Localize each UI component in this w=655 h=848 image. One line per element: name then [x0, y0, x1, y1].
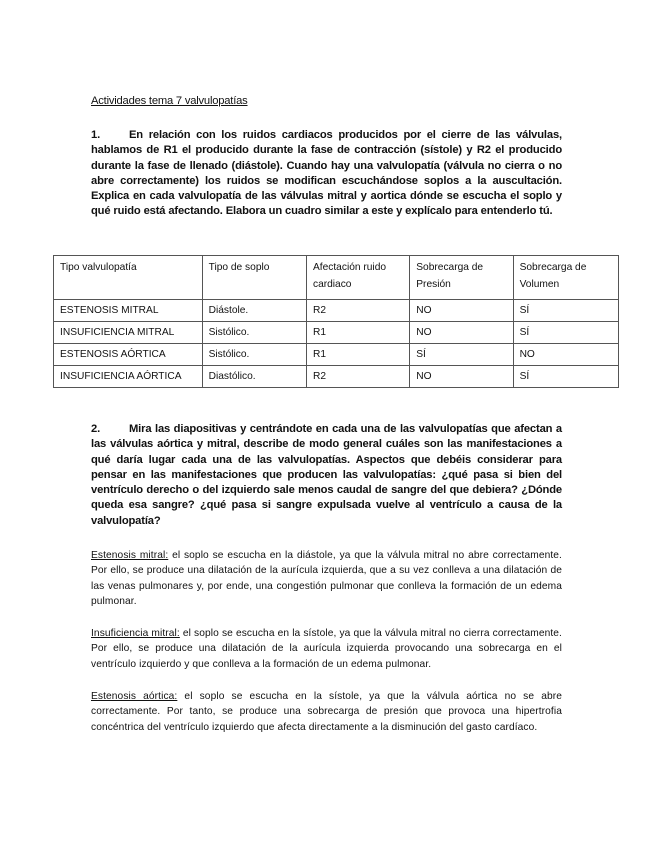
- table-row: [54, 366, 619, 388]
- question-1-number: 1.: [91, 129, 101, 141]
- table-cell: SÍ: [410, 344, 513, 366]
- answer-text: el soplo se escucha en la diástole, ya que la válvula mitral no abre correctamente. Por ello, se produce una dilatación de la aurícula izquierda, que a su vez conlleva a una dilatación de las venas pulmonares y, por ende, una congestión pulmonar que conlleva la formación de un edema pulmonar.: [91, 550, 562, 607]
- answer-text: el soplo se escucha en la sístole, ya que la válvula aórtica no se abre correctamente. Por tanto, se produce una sobrecarga de presión que provoca una hipertrofia concéntrica del ventrículo izquierdo que afecta directamente a la disminución del gasto cardíaco.: [91, 691, 562, 733]
- table-cell: Sistólico.: [202, 344, 306, 366]
- table-cell: R2: [306, 366, 409, 388]
- table-cell: R1: [306, 344, 409, 366]
- question-1: [91, 128, 562, 220]
- table-cell: ESTENOSIS AÓRTICA: [54, 344, 203, 366]
- table-cell: SÍ: [513, 300, 618, 322]
- table-cell: NO: [410, 366, 513, 388]
- table-header-cell: Tipo de soplo: [202, 256, 306, 300]
- table-cell: INSUFICIENCIA MITRAL: [54, 322, 203, 344]
- table-row: [54, 344, 619, 366]
- table-header-cell: Sobrecarga de Presión: [410, 256, 513, 300]
- answer-label: Estenosis mitral:: [91, 550, 169, 561]
- answer-insuficiencia-mitral: [91, 626, 562, 672]
- question-1-text: En relación con los ruidos cardiacos producidos por el cierre de las válvulas, hablamos de R1 el producido durante la fase de contracción (sístole) y R2 el producido durante la fase de llenado (diástole). Cuando hay una valvulopatía (válvula no cierra o no abre correctamente) los ruidos se modifican escuchándose soplos a la auscultación. Explica en cada valvulopatía de las válvulas mitral y aortica dónde se escucha el soplo y qué ruido está afectando. Elabora un cuadro similar a este y explícalo para entenderlo tú.: [91, 129, 562, 218]
- table-header-cell: Afectación ruido cardiaco: [306, 256, 409, 300]
- table-cell: SÍ: [513, 366, 618, 388]
- table-header-cell: Sobrecarga de Volumen: [513, 256, 618, 300]
- question-2: [91, 422, 562, 529]
- table-cell: R1: [306, 322, 409, 344]
- table-cell: Sistólico.: [202, 322, 306, 344]
- table-cell: NO: [410, 322, 513, 344]
- valvulopathy-table: [53, 255, 619, 388]
- table-header-row: [54, 256, 619, 300]
- answer-label: Insuficiencia mitral:: [91, 628, 180, 639]
- answer-estenosis-mitral: [91, 548, 562, 609]
- table-row: [54, 300, 619, 322]
- answer-text: el soplo se escucha en la sístole, ya que la válvula mitral no cierra correctamente. Por ello, se produce una dilatación de la aurícula izquierda provocando una sobrecarga en el ventrículo izquierdo y que conlleva a la formación de un edema pulmonar.: [91, 628, 562, 670]
- question-2-text: Mira las diapositivas y centrándote en cada una de las valvulopatías que afectan a las válvulas aórtica y mitral, describe de modo general cuáles son las manifestaciones a qué daría lugar cada una de las valvulopatías. Aspectos que debéis considerar para pensar en las manifestaciones que producen las valvulopatías: ¿qué pasa si bien del ventrículo derecho o del izquierdo sale menos caudal de sangre del que debiera? ¿Dónde queda esa sangre? ¿qué pasa si sangre expulsada vuelve al ventrículo a causa de la valvulopatía?: [91, 423, 562, 527]
- table-cell: SÍ: [513, 322, 618, 344]
- document-title: Actividades tema 7 valvulopatías: [91, 95, 248, 107]
- answer-estenosis-aortica: [91, 689, 562, 735]
- table-cell: NO: [410, 300, 513, 322]
- answer-label: Estenosis aórtica:: [91, 691, 178, 702]
- table-header-cell: Tipo valvulopatía: [54, 256, 203, 300]
- table-row: [54, 322, 619, 344]
- table-cell: Diastólico.: [202, 366, 306, 388]
- table-cell: NO: [513, 344, 618, 366]
- question-2-number: 2.: [91, 423, 101, 435]
- table-cell: INSUFICIENCIA AÓRTICA: [54, 366, 203, 388]
- table-cell: R2: [306, 300, 409, 322]
- table-cell: ESTENOSIS MITRAL: [54, 300, 203, 322]
- table-cell: Diástole.: [202, 300, 306, 322]
